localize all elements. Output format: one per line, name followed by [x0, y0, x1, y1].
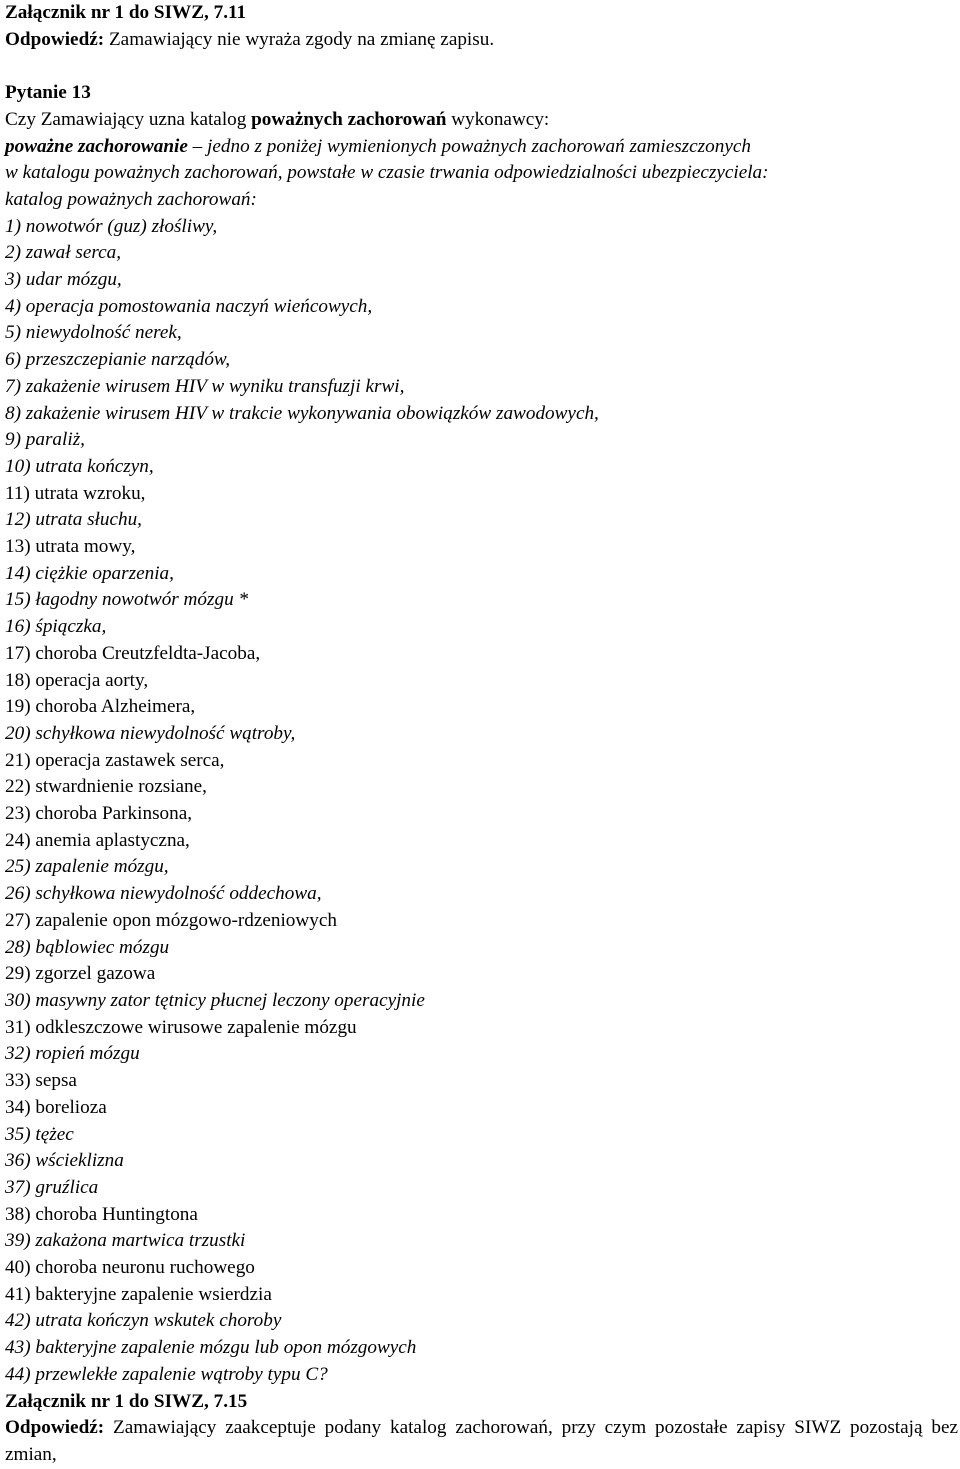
- definition-rest: – jedno z poniżej wymienionych poważnych zachorowań zamieszczonych: [187, 135, 751, 157]
- illness-list: [5, 214, 960, 1389]
- list-item: 13) utrata mowy,: [5, 536, 136, 558]
- definition-line-1: [5, 134, 960, 161]
- question-intro: [5, 107, 960, 134]
- list-item: 32) ropień mózgu: [5, 1043, 140, 1065]
- list-item: 28) bąblowiec mózgu: [5, 936, 170, 958]
- list-item: 17) choroba Creutzfeldta-Jacoba,: [5, 642, 261, 664]
- list-item: 39) zakażona martwica trzustki: [5, 1230, 246, 1252]
- list-item: 15) łagodny nowotwór mózgu *: [5, 589, 249, 611]
- list-item: 42) utrata kończyn wskutek choroby: [5, 1310, 282, 1332]
- list-item: 20) schyłkowa niewydolność wątroby,: [5, 722, 296, 744]
- answer-2: [5, 1415, 958, 1468]
- answer-1-label: Odpowiedź:: [5, 28, 105, 50]
- answer-2-text: Zamawiający zaakceptuje podany katalog zachorowań, przy czym pozostałe zapisy SIWZ pozostają bez zmian,: [5, 1417, 958, 1465]
- question-intro-bold: poważnych zachorowań: [251, 108, 447, 130]
- list-item: 38) choroba Huntingtona: [5, 1203, 198, 1225]
- list-item: 16) śpiączka,: [5, 616, 107, 638]
- question-intro-start: Czy Zamawiający uzna katalog: [5, 108, 252, 130]
- list-item: 14) ciężkie oparzenia,: [5, 562, 174, 584]
- spacer: [5, 53, 960, 80]
- answer-1: [5, 27, 960, 54]
- list-item: 22) stwardnienie rozsiane,: [5, 776, 207, 798]
- list-item: 12) utrata słuchu,: [5, 509, 142, 531]
- list-item: 35) tężec: [5, 1123, 74, 1145]
- answer-2-label: Odpowiedź:: [5, 1417, 105, 1439]
- list-item: 1) nowotwór (guz) złośliwy,: [5, 215, 218, 237]
- list-item: 26) schyłkowa niewydolność oddechowa,: [5, 883, 322, 905]
- list-item: 5) niewydolność nerek,: [5, 322, 182, 344]
- list-item: 30) masywny zator tętnicy płucnej leczony operacyjnie: [5, 990, 425, 1011]
- list-item: 37) gruźlica: [5, 1176, 99, 1198]
- definition-line-2: w katalogu poważnych zachorowań, powstałe w czasie trwania odpowiedzialności ubezpieczyciela:: [5, 162, 769, 184]
- list-item: 36) wścieklizna: [5, 1150, 124, 1172]
- list-item: 31) odkleszczowe wirusowe zapalenie mózgu: [5, 1016, 357, 1038]
- list-item: 2) zawał serca,: [5, 242, 122, 264]
- catalog-heading: katalog poważnych zachorowań:: [5, 188, 257, 210]
- question-title: Pytanie 13: [5, 82, 91, 104]
- list-item: 33) sepsa: [5, 1070, 77, 1092]
- list-item: 4) operacja pomostowania naczyń wieńcowych,: [5, 295, 373, 317]
- attachment-reference-2: Załącznik nr 1 do SIWZ, 7.15: [5, 1390, 248, 1412]
- list-item: 23) choroba Parkinsona,: [5, 803, 193, 825]
- list-item: 34) borelioza: [5, 1096, 107, 1118]
- list-item: 43) bakteryjne zapalenie mózgu lub opon mózgowych: [5, 1337, 417, 1359]
- list-item: 24) anemia aplastyczna,: [5, 829, 190, 851]
- list-item: 40) choroba neuronu ruchowego: [5, 1257, 255, 1279]
- list-item: 10) utrata kończyn,: [5, 455, 154, 477]
- list-item: 44) przewlekłe zapalenie wątroby typu C?: [5, 1363, 328, 1385]
- list-item: 27) zapalenie opon mózgowo-rdzeniowych: [5, 909, 337, 931]
- list-item: 11) utrata wzroku,: [5, 482, 146, 504]
- answer-1-text: Zamawiający nie wyraża zgody na zmianę zapisu.: [104, 28, 495, 50]
- list-item: 6) przeszczepianie narządów,: [5, 349, 231, 371]
- list-item: 18) operacja aorty,: [5, 669, 149, 691]
- list-item: 29) zgorzel gazowa: [5, 963, 156, 985]
- list-item: 21) operacja zastawek serca,: [5, 749, 225, 771]
- list-item: 3) udar mózgu,: [5, 269, 122, 291]
- question-intro-end: wykonawcy:: [446, 108, 550, 130]
- definition-term: poważne zachorowanie: [5, 135, 188, 157]
- list-item: 8) zakażenie wirusem HIV w trakcie wykonywania obowiązków zawodowych,: [5, 402, 599, 424]
- list-item: 7) zakażenie wirusem HIV w wyniku transfuzji krwi,: [5, 375, 405, 397]
- attachment-reference-1: Załącznik nr 1 do SIWZ, 7.11: [5, 2, 247, 23]
- list-item: 19) choroba Alzheimera,: [5, 696, 196, 718]
- list-item: 9) paraliż,: [5, 429, 85, 451]
- list-item: 41) bakteryjne zapalenie wsierdzia: [5, 1283, 272, 1305]
- list-item: 25) zapalenie mózgu,: [5, 856, 169, 878]
